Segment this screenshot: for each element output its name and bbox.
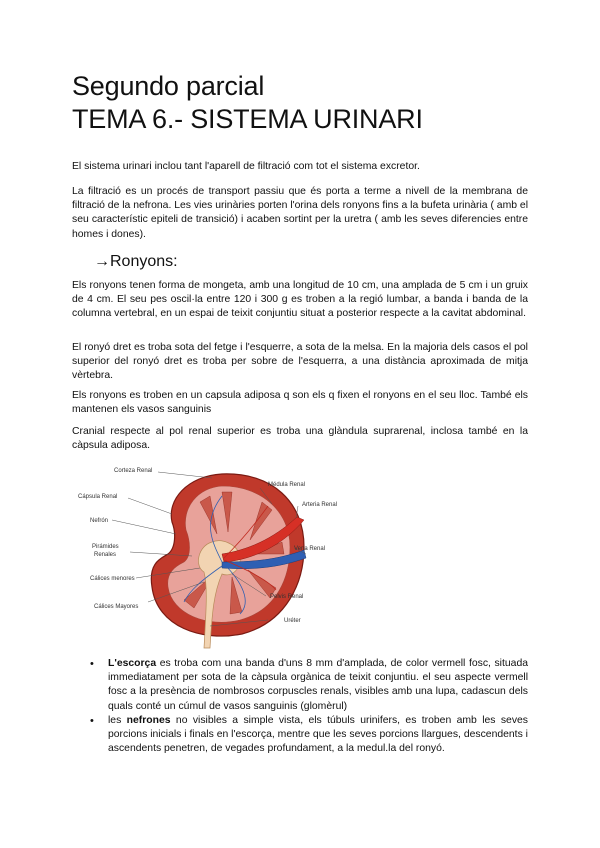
label-arteria-renal: Arteria Renal [302, 502, 338, 508]
page-title [72, 70, 423, 136]
section-heading: →Ronyons: [94, 253, 178, 270]
intro-paragraph-1: El sistema urinari inclou tant l'aparell de filtració com tot el sistema excretor. [72, 161, 420, 172]
label-corteza-renal: Corteza Renal [114, 468, 153, 474]
label-capsula-renal: Cápsula Renal [78, 494, 118, 500]
label-calices-menores: Cálices menores [90, 576, 135, 582]
label-medula-renal: Médula Renal [268, 482, 306, 488]
label-vena-renal: Vena Renal [294, 546, 326, 552]
bullet-term: nefrones [126, 714, 171, 726]
section-paragraph-2: El ronyó dret es troba sota del fetge i l'esquerre, a sota de la melsa. En la majoria dels casos el pol superior del ronyó dret es troba per sobre de l'esquerra, a una distància aproximada de mitja vèrtebra. [72, 342, 528, 382]
section-paragraph-3: Els ronyons es troben en un capsula adiposa q son els q fixen el ronyons en el seu lloc. També els mantenen els vasos sanguinis [72, 390, 528, 416]
title-line-2: TEMA 6.- SISTEMA URINARI [72, 104, 423, 134]
label-calices-mayores: Cálices Mayores [94, 604, 139, 610]
title-line-1: Segundo parcial [72, 71, 265, 101]
kidney-diagram [72, 462, 372, 652]
label-renales: Renales [94, 552, 117, 558]
label-piramides: Pirámides [92, 544, 119, 550]
bullet-item [88, 714, 528, 757]
bullet-text: no visibles a simple vista, els túbuls urinifers, es troben amb les seves porcions inicials i finals en l'escorça, mentre que les seves porcions llargues, descendents i ascendents penetren, de vegades profundament, a la medul.la del ronyó. [108, 714, 528, 755]
label-nefron: Nefrón [90, 518, 109, 524]
bullet-text: es troba com una banda d'uns 8 mm d'amplada, de color vermell fosc, situada immediatament per sota de la càpsula orgànica de teixit conjuntiu. el seu aspecte vermell fosc a la presència de nombrosos corpuscles renals, visibles amb una lupa, cadascun dels quals conté un cúmul de vasos sanguinis (glomèrul) [108, 658, 528, 712]
section-paragraph-1: Els ronyons tenen forma de mongeta, amb una longitud de 10 cm, una amplada de 5 cm i un gruix de 4 cm. El seu pes oscil·la entre 120 i 300 g es troben a la regió lumbar, a banda i banda de la columna vertebral, en un espai de teixit conjuntiu situat a posterior respecte a la cavitat abdominal. [72, 280, 528, 320]
label-ureter: Uréter [284, 618, 301, 624]
bullet-list [88, 657, 528, 756]
section-paragraph-4: Cranial respecte al pol renal superior es troba una glàndula suprarenal, inclosa també en la càpsula adiposa. [72, 426, 528, 452]
bullet-prefix: les [108, 714, 127, 726]
bullet-term: L'escorça [108, 658, 157, 669]
intro-paragraph-2: La filtració es un procés de transport passiu que és porta a terme a nivell de la membrana de filtració de la nefrona. Les vies urinàries porten l'orina dels ronyons fins a la bufeta urinària ( amb el seu característic epiteli de transició) i acaben sortint per la uretra ( amb les seves diferencies entre homes i dones). [72, 186, 528, 240]
label-pelvis-renal: Pelvis Renal [270, 594, 304, 600]
bullet-item [88, 657, 528, 714]
